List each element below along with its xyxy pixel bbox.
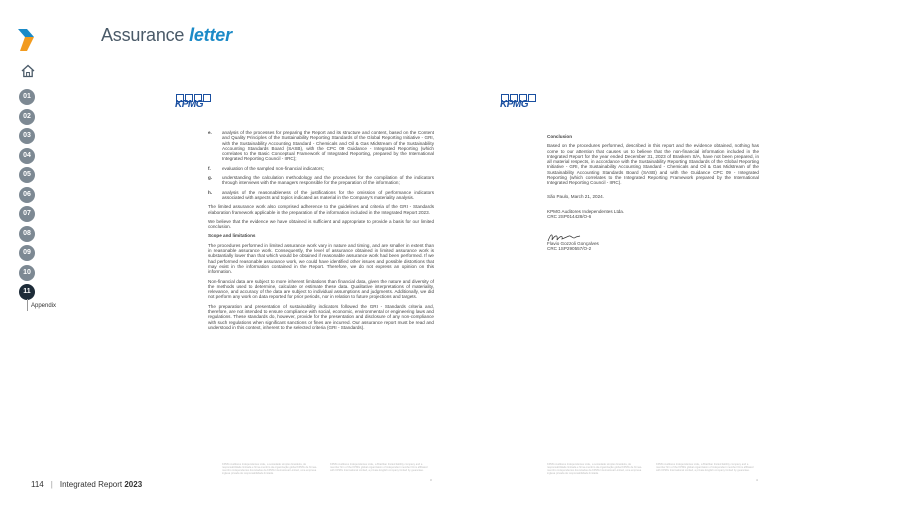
nav-section-04[interactable]: 04: [19, 148, 35, 164]
procedure-letter: g.: [208, 175, 213, 181]
firm-name: KPMG Auditores Independentes Ltda.: [547, 208, 625, 214]
left-page-body: [208, 130, 434, 334]
page-number-left: 3: [430, 478, 432, 482]
procedure-item: [208, 166, 434, 171]
body-paragraph: The procedures performed in limited assurance work vary in nature and timing, and are smaller in extent than in reasonable assurance work. Consequently, the level of assurance obtained in limited assurance work is substantially lower than that which would be obtained if reasonable assurance work had been performed. If we had performed reasonable assurance work, we could have identified other issues and possible distortions that may exist in the information contained in the Report. Therefore, we do not express an opinion on this information.: [208, 242, 434, 275]
procedure-letter: h.: [208, 189, 213, 195]
footnote-en-left: KPMG Auditores Independentes Ltda., a Brazilian limited liability company and a member firm of the KPMG global organization of independent member firms affiliated with KPMG International Limited, a private English company limited by guarantee.: [330, 463, 428, 472]
procedure-letter: f.: [208, 165, 211, 171]
body-paragraph: The preparation and presentation of sustainability indicators followed the GRI - Standards criteria and, therefore, are not intended to ensure compliance with social, economic, environmental or engineering laws and regulations. These standards do, however, provide for the presentation and disclosure of any non-compliance with such regulations when significant sanctions or fines are incurred. Our assurance report must be read and understood in this context, inherent to the selected criteria (GRI - Standards).: [208, 303, 434, 330]
nav-section-05[interactable]: 05: [19, 167, 35, 183]
procedure-item: [208, 130, 434, 162]
page-number-right: 4: [756, 478, 758, 482]
procedure-text: evaluation of the sampled non-financial indicators;: [222, 165, 324, 171]
nav-section-10[interactable]: 10: [19, 265, 35, 281]
brand-logo[interactable]: [18, 29, 38, 51]
procedure-text: analysis of the reasonableness of the justifications for the omission of performance indicators associated with aspects and topics indicated as material in the Company's materiality analysis.: [222, 189, 434, 200]
procedure-text: understanding the calculation methodology and the procedures for the compilation of the indicators through interviews with the managers responsible for the preparation of the information;: [222, 175, 434, 186]
signer-crc: CRC 1SP290557/O-2: [547, 246, 592, 252]
conclusion-text: Based on the procedures performed, described in this report and the evidence obtained, nothing has come to our attention that causes us to believe that the non-financial information included in the Integrated Report for the year ended December 31, 2023 of Braskem S/A, have not been prepared, in all material respects, in accordance with the Sustainability Reporting Standards of the Global Reporting Initiative - GRI, the Sustainability Accounting Standard - Chemicals and Oil & Gas Midstream of the Sustainability Accounting Standards Board (SASB) and with the Guidance CPC 09 - Integrated Reporting (which correlates to the Integrated Reporting Framework prepared by the International Integrated Reporting Council - IIRC).: [547, 143, 759, 186]
kpmg-logo-right: KPMG: [500, 94, 538, 110]
procedure-item: [208, 175, 434, 186]
procedure-text: analysis of the processes for preparing the Report and its structure and content, based on the Content and Quality Principles of the Sustainability Reporting Standards of the Global Reporting Initiative - GRI, with the Sustainability Accounting Standard - Chemicals and Oil & Gas Midstream of the Sustainability Accounting Standards Board (SASB), with the CPC 09 Guidance - Integrated Reporting (which correlates to the Basic Conceptual Framework of Integrated Reporting, prepared by the International Integrated Reporting Council - IIRC);: [222, 130, 434, 162]
body-paragraph: We believe that the evidence we have obtained is sufficient and appropriate to provide a basis for our limited conclusion.: [208, 218, 434, 230]
footnote-pt-right: KPMG Auditores Independentes Ltda., a sociedade simples brasileira, de responsabilidade limitada e firma-membro da organização global KPMG de firmas-membro independentes licenciadas da KPMG International Limited, uma empresa inglesa privada de responsabilidade limitada.: [547, 463, 643, 475]
conclusion-heading: Conclusion: [547, 134, 573, 139]
nav-section-07[interactable]: 07: [19, 206, 35, 222]
footer-separator: |: [50, 480, 53, 489]
footnote-pt-left: KPMG Auditores Independentes Ltda., a sociedade simples brasileira, de responsabilidade limitada e firma-membro da organização global KPMG de firmas-membro independentes licenciadas da KPMG International Limited, uma empresa inglesa privada de responsabilidade limitada.: [222, 463, 318, 475]
procedure-letter: e.: [208, 130, 212, 135]
body-paragraph: The limited assurance work also comprised adherence to the guidelines and criteria of the GRI - Standards elaboration framework applicable in the preparation of the information included in the Integrated Report 2023.: [208, 204, 434, 215]
nav-section-03[interactable]: 03: [19, 128, 35, 144]
nav-section-06[interactable]: 06: [19, 187, 35, 203]
nav-section-02[interactable]: 02: [19, 109, 35, 125]
footer-report: Integrated Report: [59, 480, 123, 489]
nav-active-label[interactable]: Appendix: [31, 303, 57, 309]
kpmg-logo-left: KPMG: [175, 94, 213, 110]
nav-section-09[interactable]: 09: [19, 245, 35, 261]
page-footer: [31, 480, 142, 489]
procedure-item: [208, 190, 434, 201]
nav-section-08[interactable]: 08: [19, 226, 35, 242]
firm-crc: CRC 2SP014428/O-6: [547, 214, 592, 220]
footer-year: 2023: [124, 480, 143, 489]
nav-section-11[interactable]: 11: [19, 284, 35, 300]
home-icon[interactable]: [21, 64, 35, 78]
place-date: São Paulo, March 21, 2024.: [547, 193, 604, 199]
scope-heading: Scope and limitations: [208, 233, 256, 239]
signer-name: Flavio Gozzoli Gonçalves: [547, 240, 599, 246]
nav-connector: [27, 299, 28, 311]
right-page-body: [547, 132, 759, 251]
page-title: Assurance letter: [101, 25, 232, 45]
nav-section-01[interactable]: 01: [19, 89, 35, 105]
body-paragraph: Non-financial data are subject to more inherent limitations than financial data, given the nature and diversity of the methods used to determine, calculate or estimate these data. Qualitative interpretations of materiality, relevance, and accuracy of the data are subject to individual assumptions and judgments. Additionally, we did not perform any work on data reported for prior periods, nor in relation to future projections and targets.: [208, 278, 434, 300]
footnote-en-right: KPMG Auditores Independentes Ltda., a Brazilian limited liability company and a member firm of the KPMG global organization of independent member firms affiliated with KPMG International Limited, a private English company limited by guarantee.: [656, 463, 754, 472]
footer-page-number: 114: [31, 480, 44, 489]
